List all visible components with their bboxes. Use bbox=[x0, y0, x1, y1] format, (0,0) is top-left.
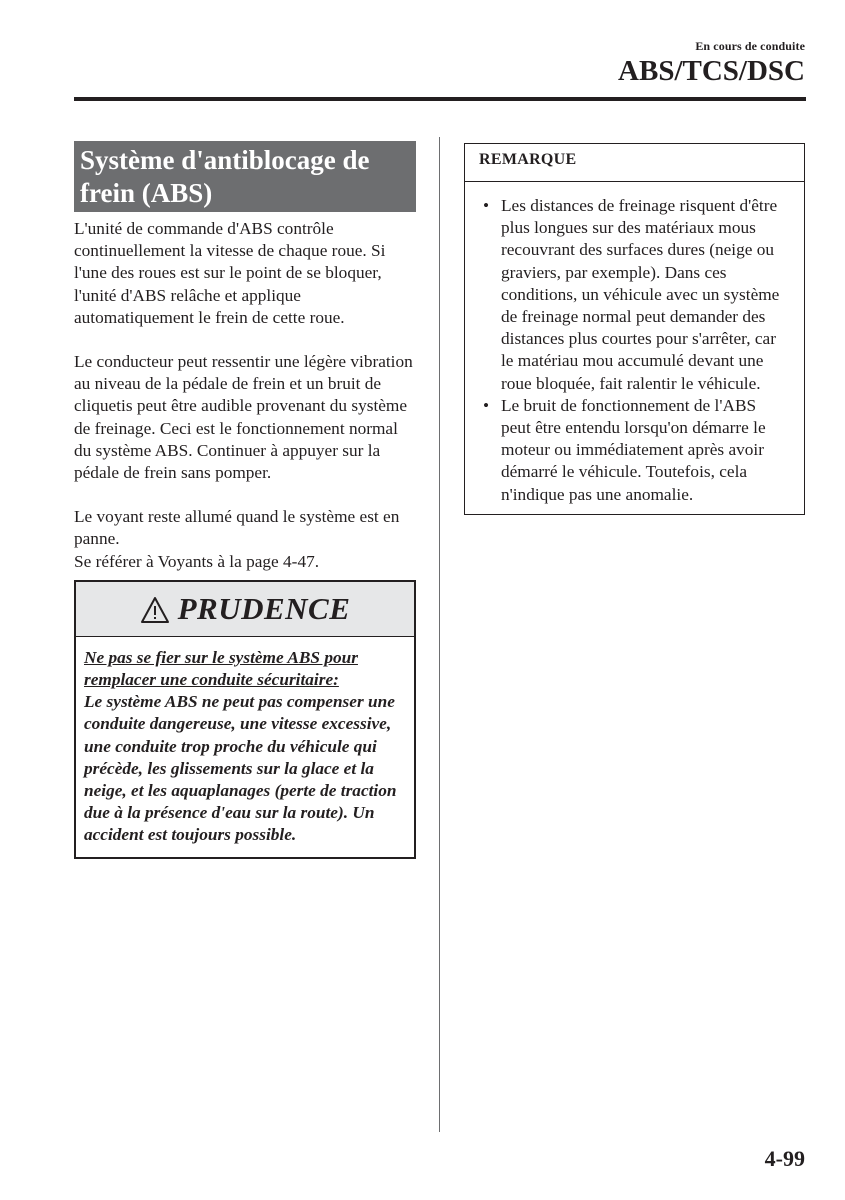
caution-body bbox=[76, 637, 414, 857]
bullet: • bbox=[483, 395, 490, 415]
page-title: ABS/TCS/DSC bbox=[618, 55, 805, 87]
caution-title: PRUDENCE bbox=[177, 590, 351, 626]
note-item-text: Les distances de freinage risquent d'être plus longues sur des matériaux mous recouvrant des surfaces dures (neige ou graviers, par exemple). Dans ces conditions, un véhicule avec un système de freinage normal peut demander des distances plus courtes pour s'arrêter, car le matériau mou accumulé devant une roue bloquée, fait ralentir le véhicule. bbox=[501, 196, 780, 393]
right-column bbox=[464, 143, 805, 515]
warning-triangle-icon bbox=[140, 596, 170, 624]
bullet: • bbox=[483, 196, 490, 215]
body-paragraph-2: Le conducteur peut ressentir une légère vibration au niveau de la pédale de frein et un bruit de cliquetis peut être audible provenant du système de freinage. Ceci est le fonctionnement normal du système ABS. Continuer à appuyer sur la pédale de frein sans pomper. bbox=[74, 352, 413, 483]
note-list bbox=[465, 182, 804, 514]
page-number: 4-99 bbox=[764, 1146, 805, 1171]
caution-text: Le système ABS ne peut pas compenser une conduite dangereuse, une vitesse excessive, une conduite trop proche du véhicule qui précède, les glissements sur la glace et la neige, et les aquaplanages (perte de traction due à la présence d'eau sur la route). Un accident est toujours possible. bbox=[84, 692, 397, 845]
caution-box bbox=[74, 580, 416, 859]
note-item bbox=[479, 195, 790, 395]
body-paragraph-1: L'unité de commande d'ABS contrôle continuellement la vitesse de chaque roue. Si l'une des roues est sur le point de se bloquer, l'unité d'ABS relâche et applique automatiquement le frein de cette roue. bbox=[74, 219, 386, 327]
note-title: REMARQUE bbox=[465, 144, 804, 182]
left-column bbox=[74, 141, 416, 859]
header-rule bbox=[74, 97, 806, 101]
column-divider bbox=[439, 137, 440, 1132]
header-section-label: En cours de conduite bbox=[695, 39, 805, 53]
cross-reference: Se référer à Voyants à la page 4-47. bbox=[74, 551, 320, 571]
note-item-text: Le bruit de fonctionnement de l'ABS peut être entendu lorsqu'on démarre le moteur ou immédiatement après avoir démarré le véhicule. Toutefois, cela n'indique pas une anomalie. bbox=[501, 395, 766, 504]
body-paragraph-3: Le voyant reste allumé quand le système est en panne. bbox=[74, 507, 400, 549]
caution-header bbox=[76, 582, 414, 637]
section-heading: Système d'antiblocage de frein (ABS) bbox=[74, 141, 416, 212]
caution-lead: Ne pas se fier sur le système ABS pour remplacer une conduite sécuritaire: bbox=[84, 647, 358, 690]
note-item bbox=[479, 395, 790, 506]
note-box bbox=[464, 143, 805, 515]
